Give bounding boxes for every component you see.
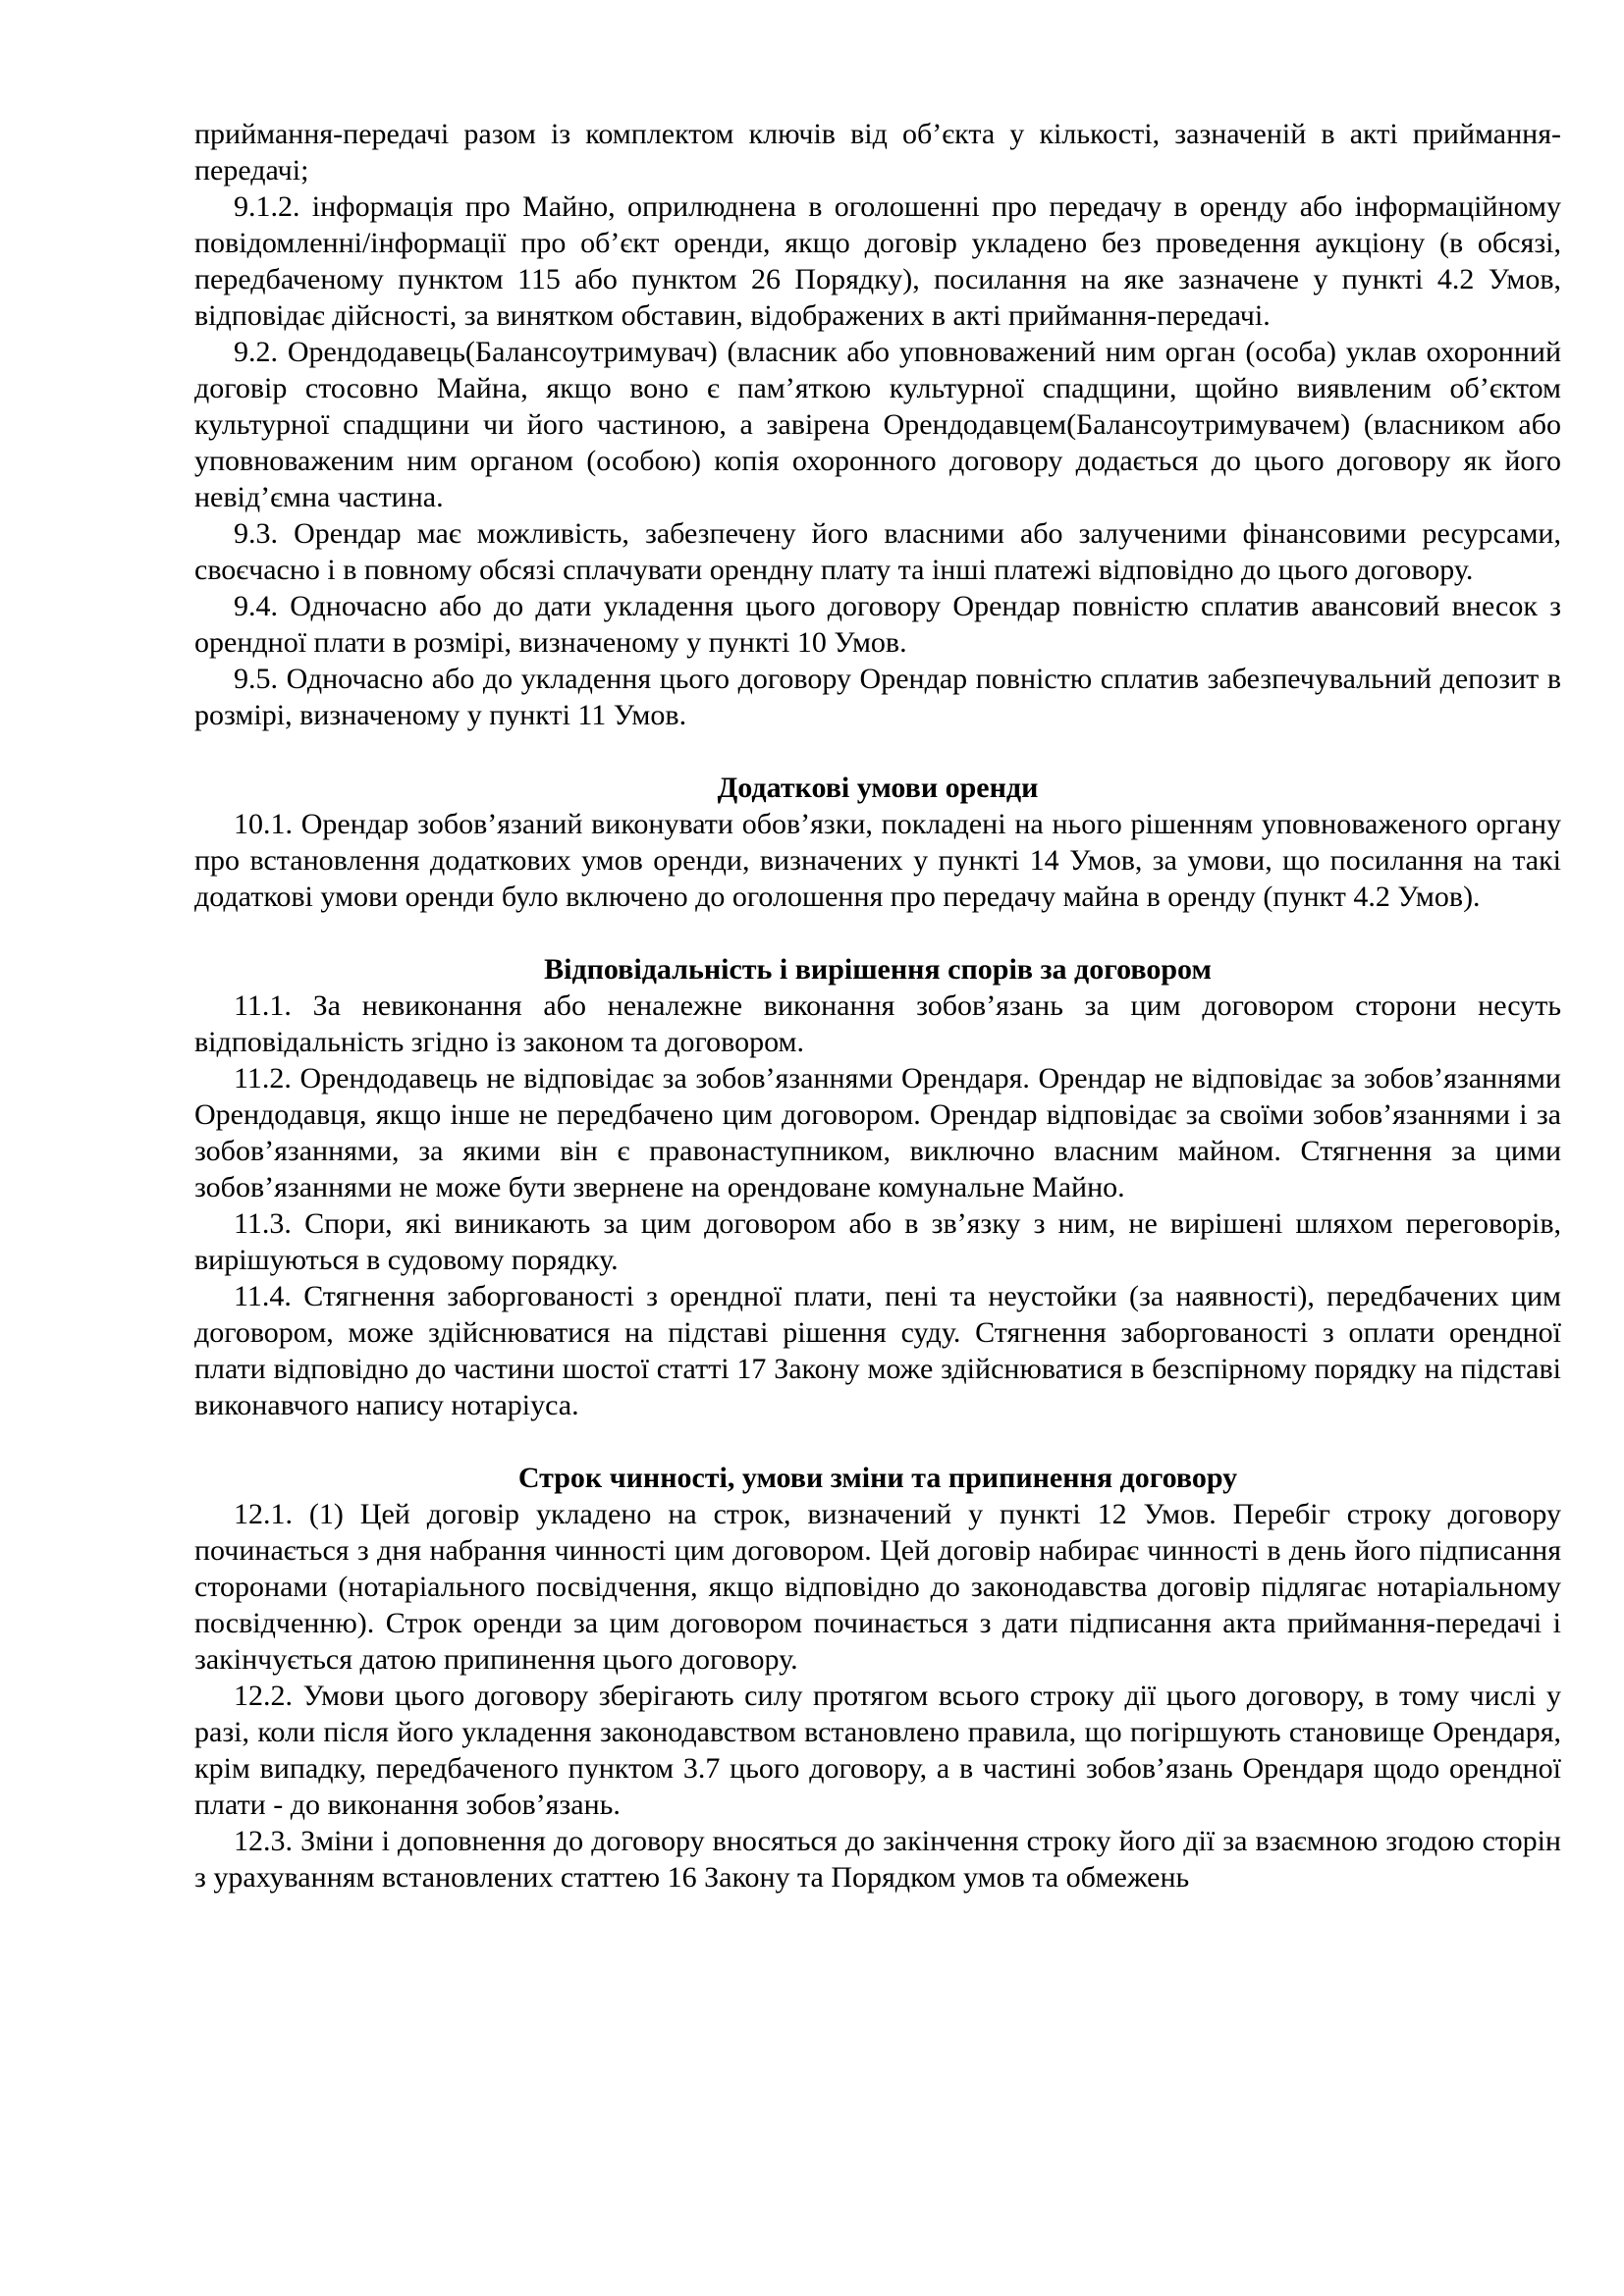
paragraph-11-3: 11.3. Спори, які виникають за цим договором або в зв’язку з ним, не вирішені шляхом переговорів, вирішуються в судовому порядку.: [194, 1207, 1561, 1276]
paragraph-9-4: 9.4. Одночасно або до дати укладення цього договору Орендар повністю сплатив авансовий внесок з орендної плати в розмірі, визначеному у пункті 10 Умов.: [194, 590, 1561, 659]
section-heading: Строк чинності, умови зміни та припинення договору: [517, 1462, 1238, 1494]
paragraph-11-1: 11.1. За невиконання або неналежне виконання зобов’язань за цим договором сторони несуть відповідальність згідно із законом та договором.: [194, 989, 1561, 1058]
paragraph-12-1: 12.1. (1) Цей договір укладено на строк, визначений у пункті 12 Умов. Перебіг строку договору починається з дня набрання чинності цим договором. Цей договір набирає чинності в день його підписання сторонами (нотаріального посвідчення, якщо відповідно до законодавства договір підлягає нотаріальному посвідченню). Строк оренди за цим договором починається з дати підписання акта приймання-передачі і закінчується датою припинення цього договору.: [194, 1498, 1561, 1676]
paragraph-9-5: 9.5. Одночасно або до укладення цього договору Орендар повністю сплатив забезпечувальний депозит в розмірі, визначеному у пункті 11 Умов.: [194, 663, 1561, 731]
paragraph-9-2: 9.2. Орендодавець(Балансоутримувач) (власник або уповноважений ним орган (особа) уклав охоронний договір стосовно Майна, якщо воно є пам’яткою культурної спадщини, щойно виявленим об’єктом культурної спадщини чи його частиною, а завірена Орендодавцем(Балансоутримувачем) (власником або уповноваженим ним органом (особою) копія охоронного договору додається до цього договору як його невід’ємна частина.: [194, 336, 1561, 513]
section-heading: Відповідальність і вирішення спорів за договором: [544, 953, 1212, 986]
paragraph-9-1-2: 9.1.2. інформація про Майно, оприлюднена в оголошенні про передачу в оренду або інформаційному повідомленні/інформації про об’єкт оренди, якщо договір укладено без проведення аукціону (в обсязі, передбаченому пунктом 115 або пунктом 26 Порядку), посилання на яке зазначене у пункті 4.2 Умов, відповідає дійсності, за винятком обставин, відображених в акті приймання-передачі.: [194, 190, 1561, 332]
document-page: [194, 116, 1561, 1896]
paragraph-12-2: 12.2. Умови цього договору зберігають силу протягом всього строку дії цього договору, в тому числі у разі, коли після його укладення законодавством встановлено правила, що погіршують становище Орендаря, крім випадку, передбаченого пунктом 3.7 цього договору, а в частині зобов’язань Орендаря щодо орендної плати - до виконання зобов’язань.: [194, 1680, 1561, 1821]
section-liability: [194, 951, 1561, 1423]
section-clause-9: [194, 116, 1561, 733]
paragraph-10-1: 10.1. Орендар зобов’язаний виконувати обов’язки, покладені на нього рішенням уповноваженого органу про встановлення додаткових умов оренди, визначених у пункті 14 Умов, за умови, що посилання на такі додаткові умови оренди було включено до оголошення про передачу майна в оренду (пункт 4.2 Умов).: [194, 808, 1561, 913]
paragraph-11-4: 11.4. Стягнення заборгованості з орендної плати, пені та неустойки (за наявності), передбачених цим договором, може здійснюватися на підставі рішення суду. Стягнення заборгованості з оплати орендної плати відповідно до частини шостої статті 17 Закону може здійснюватися в безспірному порядку на підставі виконавчого напису нотаріуса.: [194, 1280, 1561, 1421]
section-term-and-termination: [194, 1460, 1561, 1896]
section-additional-terms: [194, 770, 1561, 915]
paragraph-12-3: 12.3. Зміни і доповнення до договору вносяться до закінчення строку його дії за взаємною згодою сторін з урахуванням встановлених статтею 16 Закону та Порядком умов та обмежень: [194, 1825, 1561, 1894]
paragraph-9-3: 9.3. Орендар має можливість, забезпечену його власними або залученими фінансовими ресурсами, своєчасно і в повному обсязі сплачувати орендну плату та інші платежі відповідно до цього договору.: [194, 517, 1561, 586]
paragraph-9-1-1-continuation: приймання-передачі разом із комплектом ключів від об’єкта у кількості, зазначеній в акті приймання-передачі;: [194, 118, 1561, 187]
paragraph-11-2: 11.2. Орендодавець не відповідає за зобов’язаннями Орендаря. Орендар не відповідає за зобов’язаннями Орендодавця, якщо інше не передбачено цим договором. Орендар відповідає за своїми зобов’язаннями і за зобов’язаннями, за якими він є правонаступником, виключно власним майном. Стягнення за цими зобов’язаннями не може бути звернене на орендоване комунальне Майно.: [194, 1062, 1561, 1203]
section-heading: Додаткові умови оренди: [717, 772, 1039, 804]
